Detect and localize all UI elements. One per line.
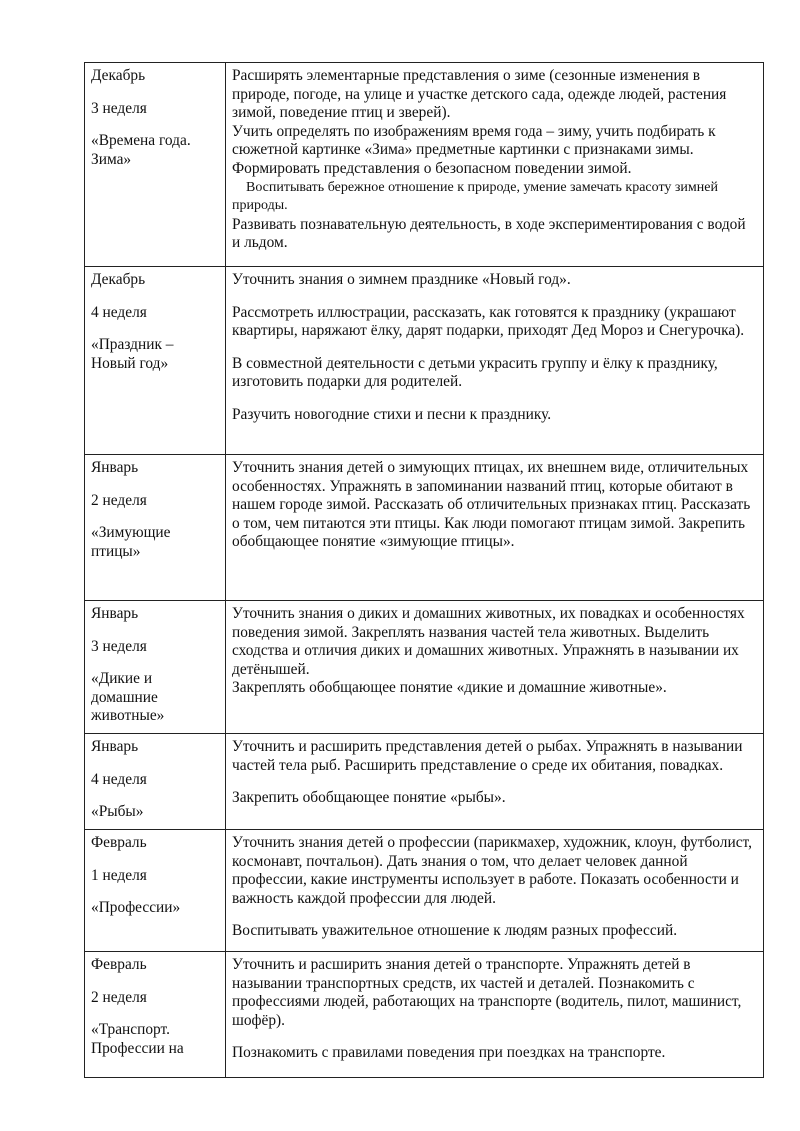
topic-label: «Зимующие птицы»	[91, 524, 171, 560]
content-paragraph: В совместной деятельности с детьми украсить группу и ёлку к празднику, изготовить подарки для родителей.	[232, 354, 718, 391]
content-cell	[226, 455, 764, 601]
period-cell	[85, 830, 226, 952]
content-paragraph: Уточнить знания о диких и домашних животных, их повадках и особенностях поведения зимой. Закреплять названия частей тела животных. Выделить сходства и отличия диких и домашних животных. Упражнять в назывании их детёнышей.	[232, 605, 745, 678]
period-cell	[85, 455, 226, 601]
table-row	[85, 455, 764, 601]
content-paragraph: Уточнить и расширить знания детей о транспорте. Упражнять детей в назывании транспортных средств, их частей и деталей. Познакомить с профессиями людей, работающих на транспорте (водитель, пилот, машинист, шофёр).	[232, 956, 742, 1029]
topic-label: «Транспорт. Профессии на	[91, 1021, 184, 1057]
month-label: Февраль	[91, 834, 147, 851]
period-cell	[85, 601, 226, 734]
table-row	[85, 601, 764, 734]
content-paragraph: Познакомить с правилами поведения при поездках на транспорте.	[232, 1044, 666, 1062]
week-label: 1 неделя	[91, 866, 147, 884]
content-paragraph: Уточнить знания детей о профессии (парикмахер, художник, клоун, футболист, космонавт, почтальон). Дать знания о том, что делает человек данной профессии, какие инструменты использует в работе. Показать особенности и важность каждой профессии для людей.	[232, 834, 752, 907]
topic-label: «Дикие и домашние животные»	[91, 670, 165, 725]
week-label: 4 неделя	[91, 303, 147, 321]
table-row	[85, 267, 764, 455]
month-label: Декабрь	[91, 271, 146, 288]
content-paragraph: Закрепить обобщающее понятие «рыбы».	[232, 789, 506, 807]
content-paragraph: Уточнить и расширить представления детей о рыбах. Упражнять в назывании частей тела рыб. Расширить представление о среде их обитания, повадках.	[232, 738, 743, 774]
month-label: Январь	[91, 605, 139, 622]
period-cell	[85, 952, 226, 1078]
content-cell	[226, 267, 764, 455]
content-paragraph: Воспитывать уважительное отношение к людям разных профессий.	[232, 922, 678, 940]
content-cell	[226, 601, 764, 734]
week-label: 2 неделя	[91, 988, 147, 1006]
period-cell	[85, 734, 226, 830]
month-label: Январь	[91, 459, 139, 476]
table-row	[85, 63, 764, 267]
month-label: Январь	[91, 738, 139, 755]
period-cell	[85, 63, 226, 267]
content-paragraph: Уточнить знания о зимнем празднике «Новый год».	[232, 271, 571, 288]
content-paragraph: Уточнить знания детей о зимующих птицах, их внешнем виде, отличительных особенностях. Упражнять в запоминании названий птиц, которые обитают в нашем городе зимой. Рассказать об отличительных признаках птиц. Рассказать о том, чем питаются эти птицы. Как люди помогают птицам зимой. Закрепить обобщающее понятие «зимующие птицы».	[232, 459, 751, 551]
period-cell	[85, 267, 226, 455]
content-cell	[226, 952, 764, 1078]
content-cell	[226, 63, 764, 267]
week-label: 4 неделя	[91, 770, 147, 788]
content-paragraph: Закреплять обобщающее понятие «дикие и домашние животные».	[232, 679, 667, 697]
content-paragraph: Разучить новогодние стихи и песни к празднику.	[232, 405, 552, 423]
month-label: Февраль	[91, 956, 147, 973]
topic-label: «Праздник – Новый год»	[91, 336, 174, 372]
content-cell	[226, 830, 764, 952]
content-paragraph: Формировать представления о безопасном поведении зимой.	[232, 159, 632, 177]
table-row	[85, 734, 764, 830]
content-paragraph: Учить определять по изображениям время года – зиму, учить подбирать к сюжетной картинке «Зима» предметные картинки с признаками зимы.	[232, 122, 716, 159]
topic-label: «Времена года. Зима»	[91, 132, 191, 168]
week-label: 2 неделя	[91, 491, 147, 509]
table-row	[85, 952, 764, 1078]
content-paragraph: Расширять элементарные представления о зиме (сезонные изменения в природе, погоде, на улице и участке детского сада, одежде людей, растения зимой, поведение птиц и зверей).	[232, 67, 727, 122]
topic-label: «Рыбы»	[91, 803, 144, 821]
topic-label: «Профессии»	[91, 899, 181, 917]
content-cell	[226, 734, 764, 830]
content-paragraph: Воспитывать бережное отношение к природе, умение замечать красоту зимней природы.	[232, 179, 718, 214]
theme-plan-table	[84, 62, 764, 1078]
week-label: 3 неделя	[91, 637, 147, 655]
table-row	[85, 830, 764, 952]
week-label: 3 неделя	[91, 99, 147, 117]
content-paragraph: Рассмотреть иллюстрации, рассказать, как готовятся к празднику (украшают квартиры, наряжают ёлку, дарят подарки, приходят Дед Мороз и Снегурочка).	[232, 303, 745, 340]
content-paragraph: Развивать познавательную деятельность, в ходе экспериментирования с водой и льдом.	[232, 215, 746, 252]
month-label: Декабрь	[91, 67, 146, 84]
